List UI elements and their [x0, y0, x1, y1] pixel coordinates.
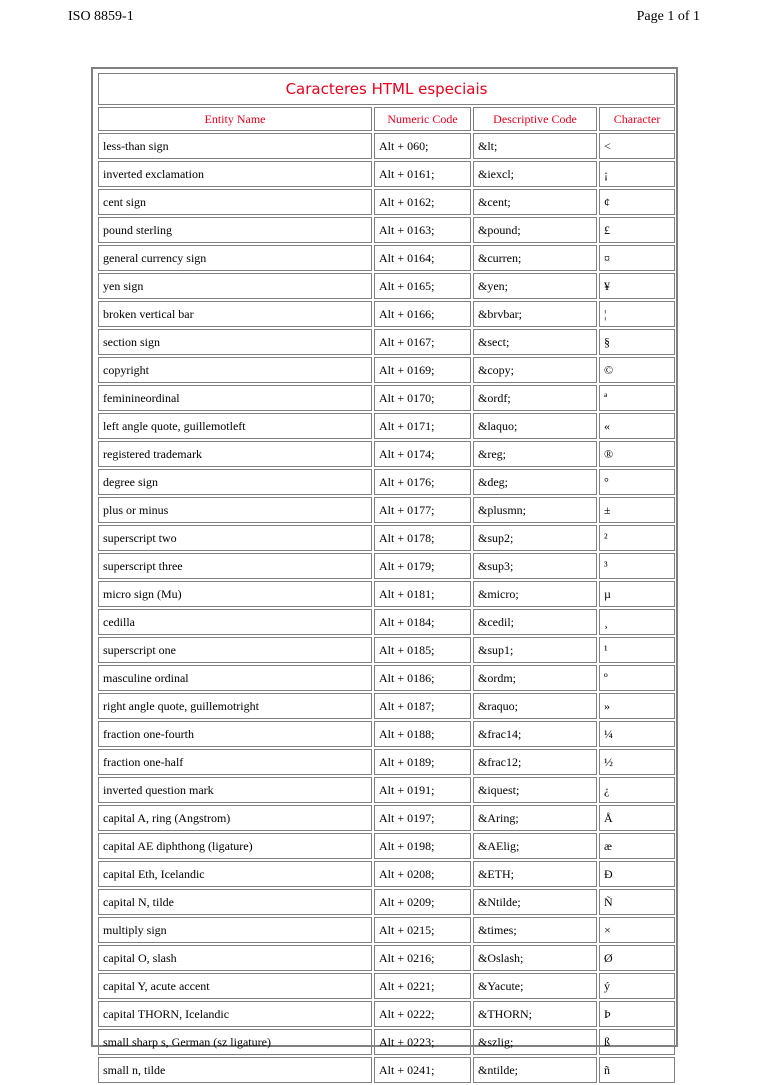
entity-name-cell: fraction one-fourth	[98, 721, 372, 747]
entity-name-cell: cent sign	[98, 189, 372, 215]
table-row	[98, 1001, 675, 1027]
character-cell: ¥	[599, 273, 675, 299]
character-cell: »	[599, 693, 675, 719]
table-row	[98, 609, 675, 635]
numeric-code-cell: Alt + 0185;	[374, 637, 471, 663]
column-header-numeric-code: Numeric Code	[374, 107, 471, 131]
table-row	[98, 581, 675, 607]
numeric-code-cell: Alt + 0221;	[374, 973, 471, 999]
entity-name-cell: capital Y, acute accent	[98, 973, 372, 999]
html-entities-table	[96, 71, 677, 1085]
descriptive-code-cell: &copy;	[473, 357, 597, 383]
entity-name-cell: capital THORN, Icelandic	[98, 1001, 372, 1027]
numeric-code-cell: Alt + 0215;	[374, 917, 471, 943]
table-row	[98, 693, 675, 719]
numeric-code-cell: Alt + 0178;	[374, 525, 471, 551]
table-row	[98, 833, 675, 859]
numeric-code-cell: Alt + 0181;	[374, 581, 471, 607]
numeric-code-cell: Alt + 0197;	[374, 805, 471, 831]
descriptive-code-cell: &curren;	[473, 245, 597, 271]
table-row	[98, 189, 675, 215]
entity-name-cell: feminineordinal	[98, 385, 372, 411]
entity-name-cell: pound sterling	[98, 217, 372, 243]
numeric-code-cell: Alt + 0189;	[374, 749, 471, 775]
table-row	[98, 749, 675, 775]
character-cell: µ	[599, 581, 675, 607]
table-row	[98, 721, 675, 747]
column-header-character: Character	[599, 107, 675, 131]
table-row	[98, 245, 675, 271]
numeric-code-cell: Alt + 0179;	[374, 553, 471, 579]
entity-name-cell: capital A, ring (Angstrom)	[98, 805, 372, 831]
character-cell: º	[599, 665, 675, 691]
column-header-entity-name: Entity Name	[98, 107, 372, 131]
table-row	[98, 777, 675, 803]
character-cell: §	[599, 329, 675, 355]
character-cell: £	[599, 217, 675, 243]
table-row	[98, 525, 675, 551]
table-row	[98, 665, 675, 691]
entity-name-cell: superscript one	[98, 637, 372, 663]
numeric-code-cell: Alt + 0241;	[374, 1057, 471, 1083]
numeric-code-cell: Alt + 0184;	[374, 609, 471, 635]
entity-name-cell: capital N, tilde	[98, 889, 372, 915]
table-frame	[91, 67, 678, 1077]
character-cell: ¢	[599, 189, 675, 215]
character-cell: Å	[599, 805, 675, 831]
entity-name-cell: registered trademark	[98, 441, 372, 467]
descriptive-code-cell: &raquo;	[473, 693, 597, 719]
numeric-code-cell: Alt + 0174;	[374, 441, 471, 467]
page-number: Page 1 of 1	[636, 9, 700, 24]
descriptive-code-cell: &ntilde;	[473, 1057, 597, 1083]
character-cell: Ø	[599, 945, 675, 971]
descriptive-code-cell: &brvbar;	[473, 301, 597, 327]
character-cell: ®	[599, 441, 675, 467]
descriptive-code-cell: &Yacute;	[473, 973, 597, 999]
table-row	[98, 217, 675, 243]
entity-name-cell: left angle quote, guillemotleft	[98, 413, 372, 439]
entity-name-cell: broken vertical bar	[98, 301, 372, 327]
descriptive-code-cell: &plusmn;	[473, 497, 597, 523]
character-cell: ¦	[599, 301, 675, 327]
descriptive-code-cell: &laquo;	[473, 413, 597, 439]
numeric-code-cell: Alt + 0186;	[374, 665, 471, 691]
descriptive-code-cell: &szlig;	[473, 1029, 597, 1055]
character-cell: ½	[599, 749, 675, 775]
descriptive-code-cell: &yen;	[473, 273, 597, 299]
descriptive-code-cell: &sup2;	[473, 525, 597, 551]
table-row	[98, 637, 675, 663]
descriptive-code-cell: &frac12;	[473, 749, 597, 775]
numeric-code-cell: Alt + 0187;	[374, 693, 471, 719]
table-row	[98, 805, 675, 831]
column-header-descriptive-code: Descriptive Code	[473, 107, 597, 131]
descriptive-code-cell: &frac14;	[473, 721, 597, 747]
table-title: Caracteres HTML especiais	[98, 73, 675, 105]
descriptive-code-cell: &lt;	[473, 133, 597, 159]
entity-name-cell: capital O, slash	[98, 945, 372, 971]
descriptive-code-cell: &cedil;	[473, 609, 597, 635]
character-cell: ²	[599, 525, 675, 551]
entity-name-cell: less-than sign	[98, 133, 372, 159]
table-row	[98, 441, 675, 467]
table-row	[98, 889, 675, 915]
entity-name-cell: cedilla	[98, 609, 372, 635]
character-cell: Ñ	[599, 889, 675, 915]
character-cell: <	[599, 133, 675, 159]
entity-name-cell: capital AE diphthong (ligature)	[98, 833, 372, 859]
character-cell: ©	[599, 357, 675, 383]
numeric-code-cell: Alt + 0171;	[374, 413, 471, 439]
descriptive-code-cell: &cent;	[473, 189, 597, 215]
character-cell: Ð	[599, 861, 675, 887]
entity-name-cell: copyright	[98, 357, 372, 383]
table-row	[98, 329, 675, 355]
character-cell: ³	[599, 553, 675, 579]
table-row	[98, 973, 675, 999]
entity-name-cell: multiply sign	[98, 917, 372, 943]
descriptive-code-cell: &Oslash;	[473, 945, 597, 971]
descriptive-code-cell: &ETH;	[473, 861, 597, 887]
numeric-code-cell: Alt + 0163;	[374, 217, 471, 243]
descriptive-code-cell: &micro;	[473, 581, 597, 607]
entity-name-cell: yen sign	[98, 273, 372, 299]
table-row	[98, 1029, 675, 1055]
numeric-code-cell: Alt + 0162;	[374, 189, 471, 215]
numeric-code-cell: Alt + 0223;	[374, 1029, 471, 1055]
character-cell: ¸	[599, 609, 675, 635]
character-cell: °	[599, 469, 675, 495]
descriptive-code-cell: &Ntilde;	[473, 889, 597, 915]
descriptive-code-cell: &AElig;	[473, 833, 597, 859]
numeric-code-cell: Alt + 0216;	[374, 945, 471, 971]
entity-name-cell: inverted question mark	[98, 777, 372, 803]
table-row	[98, 301, 675, 327]
character-cell: ª	[599, 385, 675, 411]
character-cell: «	[599, 413, 675, 439]
table-row	[98, 161, 675, 187]
numeric-code-cell: Alt + 0169;	[374, 357, 471, 383]
entity-name-cell: general currency sign	[98, 245, 372, 271]
numeric-code-cell: Alt + 0191;	[374, 777, 471, 803]
character-cell: ¿	[599, 777, 675, 803]
entity-name-cell: degree sign	[98, 469, 372, 495]
table-body	[98, 133, 675, 1083]
descriptive-code-cell: &THORN;	[473, 1001, 597, 1027]
numeric-code-cell: Alt + 0188;	[374, 721, 471, 747]
entity-name-cell: micro sign (Mu)	[98, 581, 372, 607]
table-row	[98, 273, 675, 299]
numeric-code-cell: Alt + 0165;	[374, 273, 471, 299]
descriptive-code-cell: &sup1;	[473, 637, 597, 663]
character-cell: ¹	[599, 637, 675, 663]
descriptive-code-cell: &deg;	[473, 469, 597, 495]
numeric-code-cell: Alt + 060;	[374, 133, 471, 159]
numeric-code-cell: Alt + 0164;	[374, 245, 471, 271]
entity-name-cell: right angle quote, guillemotright	[98, 693, 372, 719]
table-row	[98, 945, 675, 971]
entity-name-cell: superscript two	[98, 525, 372, 551]
numeric-code-cell: Alt + 0176;	[374, 469, 471, 495]
table-row	[98, 357, 675, 383]
descriptive-code-cell: &Aring;	[473, 805, 597, 831]
character-cell: ×	[599, 917, 675, 943]
table-row	[98, 553, 675, 579]
numeric-code-cell: Alt + 0170;	[374, 385, 471, 411]
table-row	[98, 385, 675, 411]
table-row	[98, 469, 675, 495]
descriptive-code-cell: &ordm;	[473, 665, 597, 691]
table-row	[98, 861, 675, 887]
character-cell: ý	[599, 973, 675, 999]
entity-name-cell: small n, tilde	[98, 1057, 372, 1083]
numeric-code-cell: Alt + 0177;	[374, 497, 471, 523]
numeric-code-cell: Alt + 0208;	[374, 861, 471, 887]
table-row	[98, 917, 675, 943]
character-cell: ¤	[599, 245, 675, 271]
descriptive-code-cell: &sup3;	[473, 553, 597, 579]
title-row	[98, 73, 675, 105]
numeric-code-cell: Alt + 0161;	[374, 161, 471, 187]
entity-name-cell: superscript three	[98, 553, 372, 579]
numeric-code-cell: Alt + 0166;	[374, 301, 471, 327]
numeric-code-cell: Alt + 0222;	[374, 1001, 471, 1027]
descriptive-code-cell: &iexcl;	[473, 161, 597, 187]
descriptive-code-cell: &iquest;	[473, 777, 597, 803]
entity-name-cell: inverted exclamation	[98, 161, 372, 187]
entity-name-cell: section sign	[98, 329, 372, 355]
header-row	[98, 107, 675, 131]
document-title: ISO 8859-1	[68, 9, 134, 24]
numeric-code-cell: Alt + 0198;	[374, 833, 471, 859]
table-row	[98, 133, 675, 159]
entity-name-cell: masculine ordinal	[98, 665, 372, 691]
page-header	[68, 9, 700, 27]
table-row	[98, 1057, 675, 1083]
table-row	[98, 413, 675, 439]
descriptive-code-cell: &times;	[473, 917, 597, 943]
numeric-code-cell: Alt + 0209;	[374, 889, 471, 915]
entity-name-cell: plus or minus	[98, 497, 372, 523]
character-cell: ñ	[599, 1057, 675, 1083]
entity-name-cell: fraction one-half	[98, 749, 372, 775]
descriptive-code-cell: &sect;	[473, 329, 597, 355]
entity-name-cell: capital Eth, Icelandic	[98, 861, 372, 887]
descriptive-code-cell: &ordf;	[473, 385, 597, 411]
character-cell: ¼	[599, 721, 675, 747]
numeric-code-cell: Alt + 0167;	[374, 329, 471, 355]
character-cell: Þ	[599, 1001, 675, 1027]
table-row	[98, 497, 675, 523]
entity-name-cell: small sharp s, German (sz ligature)	[98, 1029, 372, 1055]
descriptive-code-cell: &pound;	[473, 217, 597, 243]
character-cell: æ	[599, 833, 675, 859]
character-cell: ±	[599, 497, 675, 523]
character-cell: ¡	[599, 161, 675, 187]
descriptive-code-cell: &reg;	[473, 441, 597, 467]
character-cell: ß	[599, 1029, 675, 1055]
